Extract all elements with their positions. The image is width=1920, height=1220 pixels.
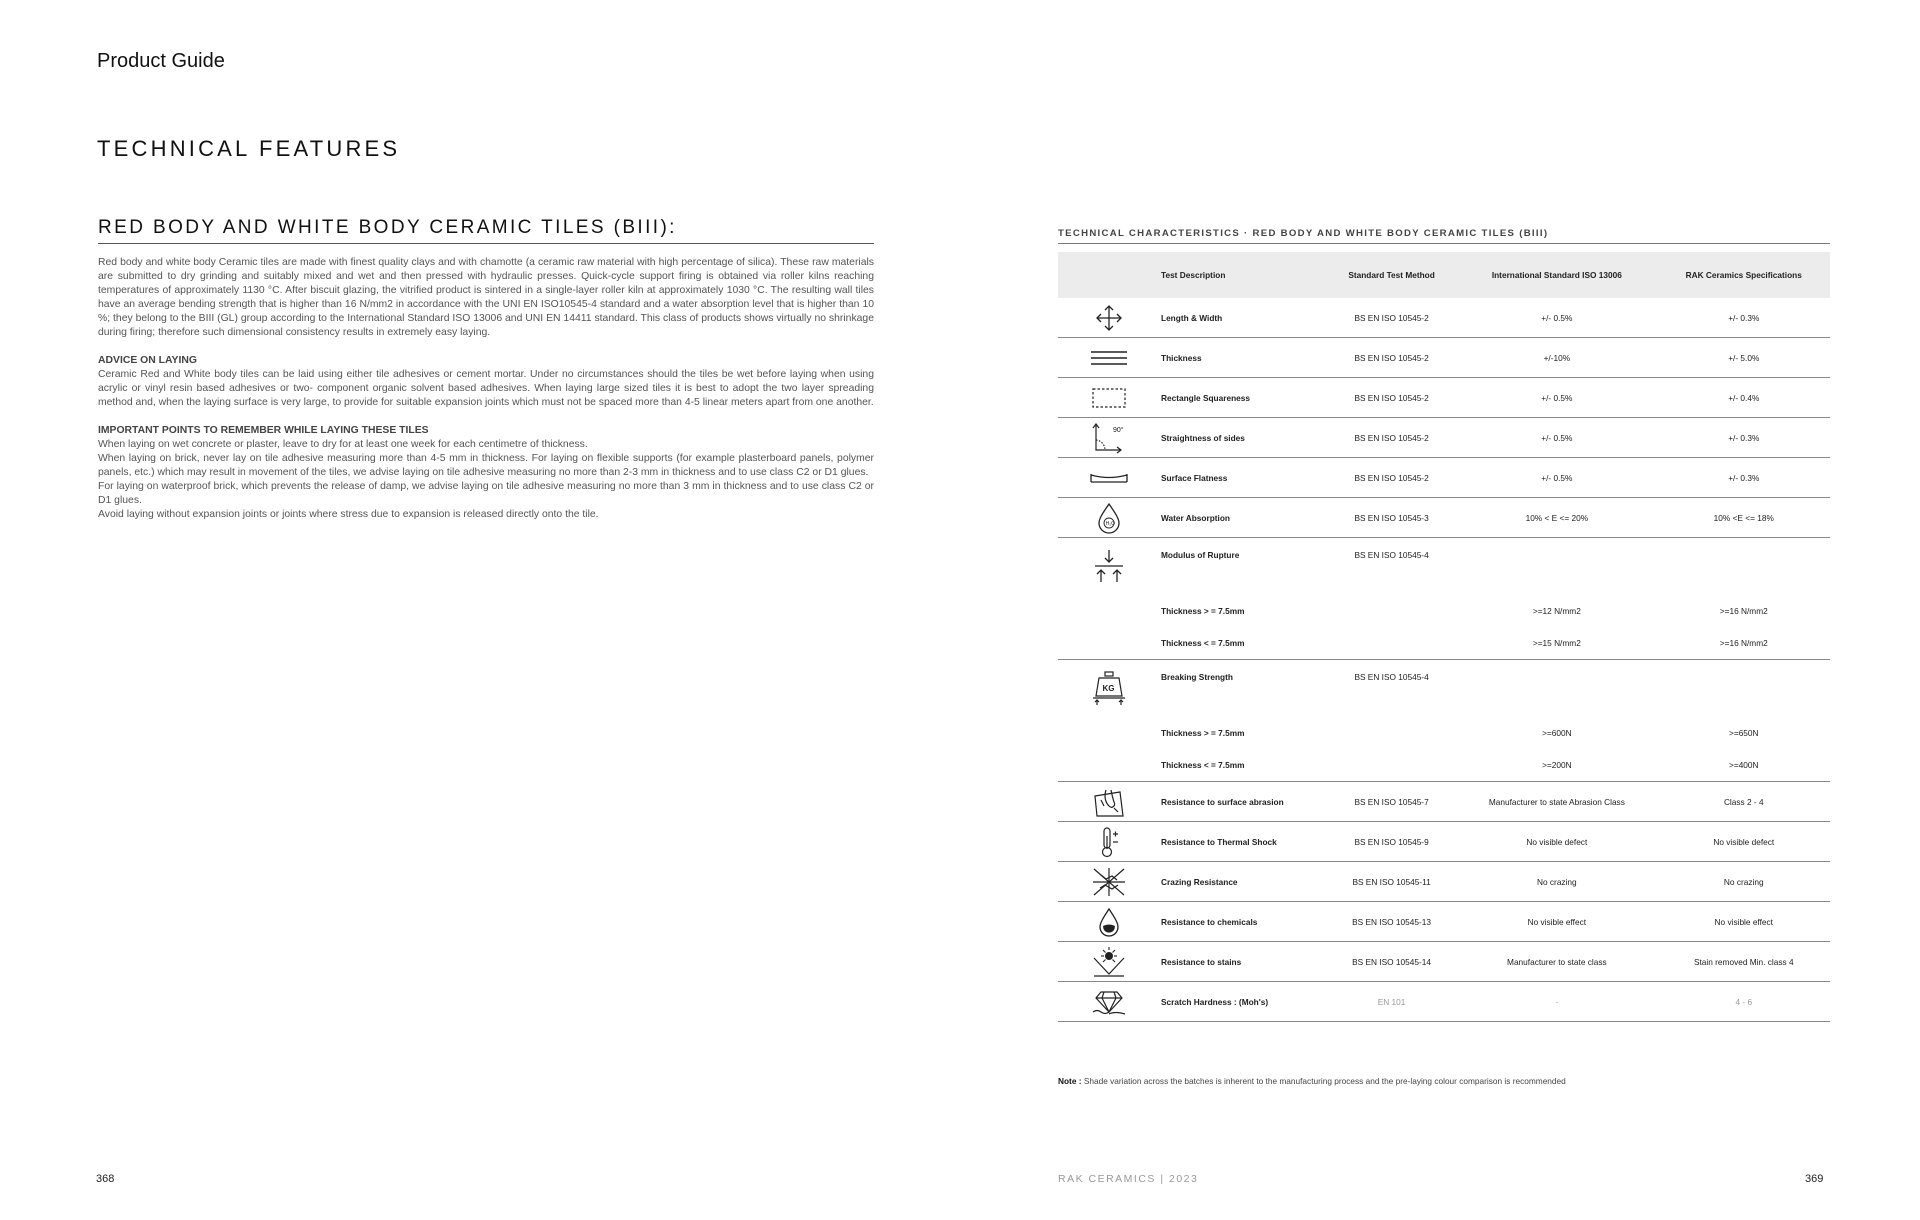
left-body-text — [98, 256, 874, 522]
row-method: BS EN ISO 10545-2 — [1327, 298, 1456, 338]
row-method: BS EN ISO 10545-4 — [1354, 672, 1429, 682]
row-desc: Scratch Hardness : (Moh's) — [1160, 982, 1327, 1022]
subrow-icon-cell — [1058, 717, 1160, 749]
svg-text:90°: 90° — [1113, 426, 1124, 434]
table-row — [1058, 378, 1830, 418]
point-item: When laying on wet concrete or plaster, leave to dry for at least one week for each centimetre of thickness. — [98, 439, 588, 450]
table-header-row — [1058, 252, 1830, 298]
note-label: Note : — [1058, 1076, 1082, 1086]
subrow-desc: Thickness < = 7.5mm — [1160, 749, 1327, 782]
footer-brand: RAK CERAMICS | 2023 — [1058, 1173, 1199, 1185]
row-desc: Crazing Resistance — [1160, 862, 1327, 902]
thermometer-icon — [1058, 822, 1160, 862]
subrow-iso: >=12 N/mm2 — [1532, 606, 1581, 616]
section-title: RED BODY AND WHITE BODY CERAMIC TILES (BIII): — [98, 217, 874, 244]
subrow-iso: >=600N — [1542, 728, 1572, 738]
row-rak: No visible defect — [1658, 822, 1830, 862]
row-iso — [1456, 538, 1657, 596]
row-desc: Length & Width — [1160, 298, 1327, 338]
row-rak: Stain removed Min. class 4 — [1658, 942, 1830, 982]
row-iso — [1456, 660, 1657, 718]
row-method: BS EN ISO 10545-9 — [1327, 822, 1456, 862]
chemical-drop-icon — [1058, 902, 1160, 942]
table-subrow — [1058, 717, 1830, 749]
subrow-iso: >=15 N/mm2 — [1456, 627, 1657, 660]
table-row — [1058, 298, 1830, 338]
subrow-method — [1327, 717, 1456, 749]
row-method: BS EN ISO 10545-7 — [1327, 782, 1456, 822]
subrow-desc: Thickness > = 7.5mm — [1161, 728, 1245, 738]
row-desc: Surface Flatness — [1160, 458, 1327, 498]
dashed-rectangle-icon — [1058, 378, 1160, 418]
header-icon-cell — [1058, 252, 1160, 298]
note-text: Shade variation across the batches is inherent to the manufacturing process and the pre-laying colour comparison is recommended — [1081, 1076, 1566, 1086]
points-list — [98, 438, 874, 522]
header-test-description: Test Description — [1160, 252, 1327, 298]
row-iso: No crazing — [1456, 862, 1657, 902]
table-row — [1058, 942, 1830, 982]
row-iso: +/- 0.5% — [1456, 298, 1657, 338]
table-subrow — [1058, 627, 1830, 660]
page-number-right: 369 — [1805, 1173, 1824, 1185]
row-method: EN 101 — [1327, 982, 1456, 1022]
curved-surface-icon — [1058, 458, 1160, 498]
thickness-lines-icon — [1058, 338, 1160, 378]
spec-table — [1058, 252, 1830, 1022]
crazing-icon — [1058, 862, 1160, 902]
point-item: Avoid laying without expansion joints or joints where stress due to expansion is released directly onto the tile. — [98, 509, 599, 520]
row-rak: 10% <E <= 18% — [1658, 498, 1830, 538]
subrow-icon-cell — [1058, 595, 1160, 627]
row-rak: No crazing — [1658, 862, 1830, 902]
row-desc: Thickness — [1160, 338, 1327, 378]
right-angle-icon — [1058, 418, 1160, 458]
row-method: BS EN ISO 10545-2 — [1327, 458, 1456, 498]
header-iso: International Standard ISO 13006 — [1456, 252, 1657, 298]
row-rak — [1658, 660, 1830, 718]
table-row — [1058, 418, 1830, 458]
row-method: BS EN ISO 10545-11 — [1327, 862, 1456, 902]
row-desc: Modulus of Rupture — [1161, 550, 1240, 560]
row-rak: +/- 0.3% — [1658, 418, 1830, 458]
table-note — [1058, 1076, 1566, 1086]
subrow-icon-cell — [1058, 627, 1160, 660]
intro-paragraph: Red body and white body Ceramic tiles are made with finest quality clays and with chamotte (a ceramic raw material with high percentage of silica). These raw materials are submitted to dry grinding and suitably mixed and wet and then pressed with hydraulic presses. Quick-cycle support firing is obtained via roller kilns reaching temperatures of approximately 1130 °C. After biscuit glazing, the vitrified product is sintered in a single-layer roller kiln at approximately 1030 °C. The resulting wall tiles have an average bending strength that is higher than 16 N/mm2 in accordance with the UNI EN ISO10545-4 standard and a water absorption level that is higher than 10 %; they belong to the BIII (GL) group according to the International Standard ISO 13006 and UNI EN 14411 standard. This class of products shows virtually no shrinkage during firing; therefore such dimensional consistency results in extremely easy laying. — [98, 257, 874, 338]
table-row — [1058, 458, 1830, 498]
row-iso: 10% < E <= 20% — [1456, 498, 1657, 538]
table-row — [1058, 822, 1830, 862]
table-row — [1058, 982, 1830, 1022]
row-desc: Resistance to chemicals — [1160, 902, 1327, 942]
page-number-left: 368 — [96, 1173, 115, 1185]
row-rak — [1658, 538, 1830, 596]
table-row — [1058, 862, 1830, 902]
subrow-method — [1327, 595, 1456, 627]
row-iso: Manufacturer to state class — [1456, 942, 1657, 982]
page-title: TECHNICAL FEATURES — [97, 136, 401, 161]
subrow-rak: >=16 N/mm2 — [1719, 606, 1768, 616]
row-method: BS EN ISO 10545-4 — [1354, 550, 1429, 560]
subrow-iso: >=200N — [1456, 749, 1657, 782]
stain-icon — [1058, 942, 1160, 982]
advice-heading: ADVICE ON LAYING — [98, 355, 197, 366]
weight-kg-label: KG — [1102, 684, 1115, 693]
row-rak: +/- 0.3% — [1658, 298, 1830, 338]
row-iso: +/- 0.5% — [1456, 458, 1657, 498]
table-subrow — [1058, 749, 1830, 782]
product-guide-label: Product Guide — [97, 50, 225, 72]
water-drop-icon — [1058, 498, 1160, 538]
row-rak: Class 2 - 4 — [1658, 782, 1830, 822]
weight-kg-icon — [1058, 660, 1160, 718]
row-iso: +/-10% — [1456, 338, 1657, 378]
abrasion-icon — [1058, 782, 1160, 822]
row-method: BS EN ISO 10545-2 — [1327, 338, 1456, 378]
row-iso: No visible defect — [1456, 822, 1657, 862]
point-item: When laying on brick, never lay on tile adhesive measuring more than 4-5 mm in thickness. For laying on flexible supports (for example plasterboard panels, polymer panels, etc.) which may result in movement of the tiles, we advise laying on tile adhesive measuring no more than 2-3 mm in thickness and to use class C2 or D1 glues. — [98, 453, 874, 478]
table-row — [1058, 338, 1830, 378]
point-item: For laying on waterproof brick, which prevents the release of damp, we advise laying on tile adhesive measuring no more than 3 mm in thickness and to use class C2 or D1 glues. — [98, 481, 874, 506]
row-method: BS EN ISO 10545-2 — [1327, 418, 1456, 458]
advice-paragraph: Ceramic Red and White body tiles can be laid using either tile adhesives or cement mortar. Under no circumstances should the tiles be wet before laying when using acrylic or vinyl resin based adhesives or two- component organic solvent based adhesives. When laying large sized tiles it is best to adopt the two layer spreading method and, when the laying surface is very large, to provide for suitable expansion joints which must not be spaced more than 4-5 linear meters apart from one another. — [98, 369, 874, 408]
table-row — [1058, 498, 1830, 538]
row-method: BS EN ISO 10545-2 — [1327, 378, 1456, 418]
subrow-method — [1327, 627, 1456, 660]
table-caption: TECHNICAL CHARACTERISTICS · RED BODY AND WHITE BODY CERAMIC TILES (BIII) — [1058, 228, 1830, 244]
row-desc: Water Absorption — [1160, 498, 1327, 538]
row-desc: Straightness of sides — [1160, 418, 1327, 458]
row-rak: +/- 0.4% — [1658, 378, 1830, 418]
table-row — [1058, 902, 1830, 942]
subrow-rak: >=650N — [1729, 728, 1759, 738]
row-desc: Resistance to Thermal Shock — [1160, 822, 1327, 862]
row-iso: No visible effect — [1456, 902, 1657, 942]
row-method: BS EN ISO 10545-13 — [1327, 902, 1456, 942]
row-rak: No visible effect — [1658, 902, 1830, 942]
table-row — [1058, 660, 1830, 718]
subrow-icon-cell — [1058, 749, 1160, 782]
compression-arrows-icon — [1058, 538, 1160, 596]
row-desc: Resistance to stains — [1160, 942, 1327, 982]
header-rak: RAK Ceramics Specifications — [1658, 252, 1830, 298]
table-row — [1058, 538, 1830, 596]
subrow-desc: Thickness < = 7.5mm — [1160, 627, 1327, 660]
row-method: BS EN ISO 10545-14 — [1327, 942, 1456, 982]
svg-text:H₂O: H₂O — [1105, 520, 1116, 527]
row-rak: 4 - 6 — [1658, 982, 1830, 1022]
row-rak: +/- 5.0% — [1658, 338, 1830, 378]
subrow-desc: Thickness > = 7.5mm — [1161, 606, 1245, 616]
arrows-cross-icon — [1058, 298, 1160, 338]
table-subrow — [1058, 595, 1830, 627]
table-row — [1058, 782, 1830, 822]
row-iso: +/- 0.5% — [1456, 418, 1657, 458]
diamond-icon — [1058, 982, 1160, 1022]
subrow-rak: >=16 N/mm2 — [1658, 627, 1830, 660]
row-desc: Breaking Strength — [1161, 672, 1233, 682]
row-iso: Manufacturer to state Abrasion Class — [1456, 782, 1657, 822]
row-desc: Resistance to surface abrasion — [1160, 782, 1327, 822]
header-standard-method: Standard Test Method — [1327, 252, 1456, 298]
row-iso: +/- 0.5% — [1456, 378, 1657, 418]
subrow-rak: >=400N — [1658, 749, 1830, 782]
subrow-method — [1327, 749, 1456, 782]
points-heading: IMPORTANT POINTS TO REMEMBER WHILE LAYING THESE TILES — [98, 425, 429, 436]
row-method: BS EN ISO 10545-3 — [1327, 498, 1456, 538]
row-rak: +/- 0.3% — [1658, 458, 1830, 498]
row-desc: Rectangle Squareness — [1160, 378, 1327, 418]
row-iso: - — [1456, 982, 1657, 1022]
